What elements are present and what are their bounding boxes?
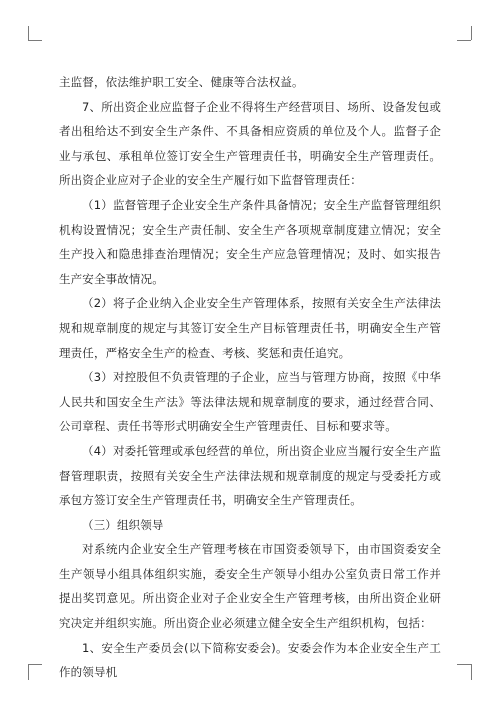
paragraph-subitem-4: （4）对委托管理或承包经营的单位，所出资企业应当履行安全生产监督管理职责，按照有关安全生产法律法规和规章制度的规定与受委托方或承包方签订安全生产管理责任书，明确安全生产管理责任。 <box>59 443 441 508</box>
paragraph-subitem-2: （2）将子企业纳入企业安全生产管理体系，按照有关安全生产法律法规和规章制度的规定与其签订安全生产目标管理责任书，明确安全生产管理责任，严格安全生产的检查、考核、奖惩和责任追究。 <box>59 296 441 360</box>
paragraph-continuation: 主监督，依法维护职工安全、健康等合法权益。 <box>59 75 304 89</box>
paragraph-item-safety-committee: 1、安全生产委员会(以下简称安委会)。安委会作为本企业安全生产工作的领导机 <box>59 640 441 680</box>
paragraph-subitem-1: （1）监督管理子企业安全生产条件具备情况；安全生产监督管理组织机构设置情况；安全生产责任制、安全生产各项规章制度建立情况；安全生产投入和隐患排查治理情况；安全生产应急管理情况；及时、如实报告生产安全事故情况。 <box>59 197 441 286</box>
page-body <box>59 70 441 685</box>
paragraph-item-7: 7、所出资企业应监督子企业不得将生产经营项目、场所、设备发包或者出租给达不到安全生产条件、不具备相应资质的单位及个人。监督子企业与承包、承租单位签订安全生产管理责任书，明确安全生产管理责任。所出资企业应对子企业的安全生产履行如下监督管理责任： <box>59 99 441 188</box>
paragraph-organization: 对系统内企业安全生产管理考核在市国资委领导下，由市国资委安全生产领导小组具体组织实施，委安全生产领导小组办公室负责日常工作并提出奖罚意见。所出资企业对子企业安全生产管理考核，由所出资企业研究决定并组织实施。所出资企业必须建立健全安全生产组织机构，包括： <box>59 542 441 631</box>
paragraph-subitem-3: （3）对控股但不负责管理的子企业，应当与管理方协商，按照《中华人民共和国安全生产法》等法律法规和规章制度的要求，通过经营合同、公司章程、责任书等形式明确安全生产管理责任、目标和要求等。 <box>59 370 441 434</box>
section-heading-organization-leadership: （三）组织领导 <box>82 517 164 532</box>
